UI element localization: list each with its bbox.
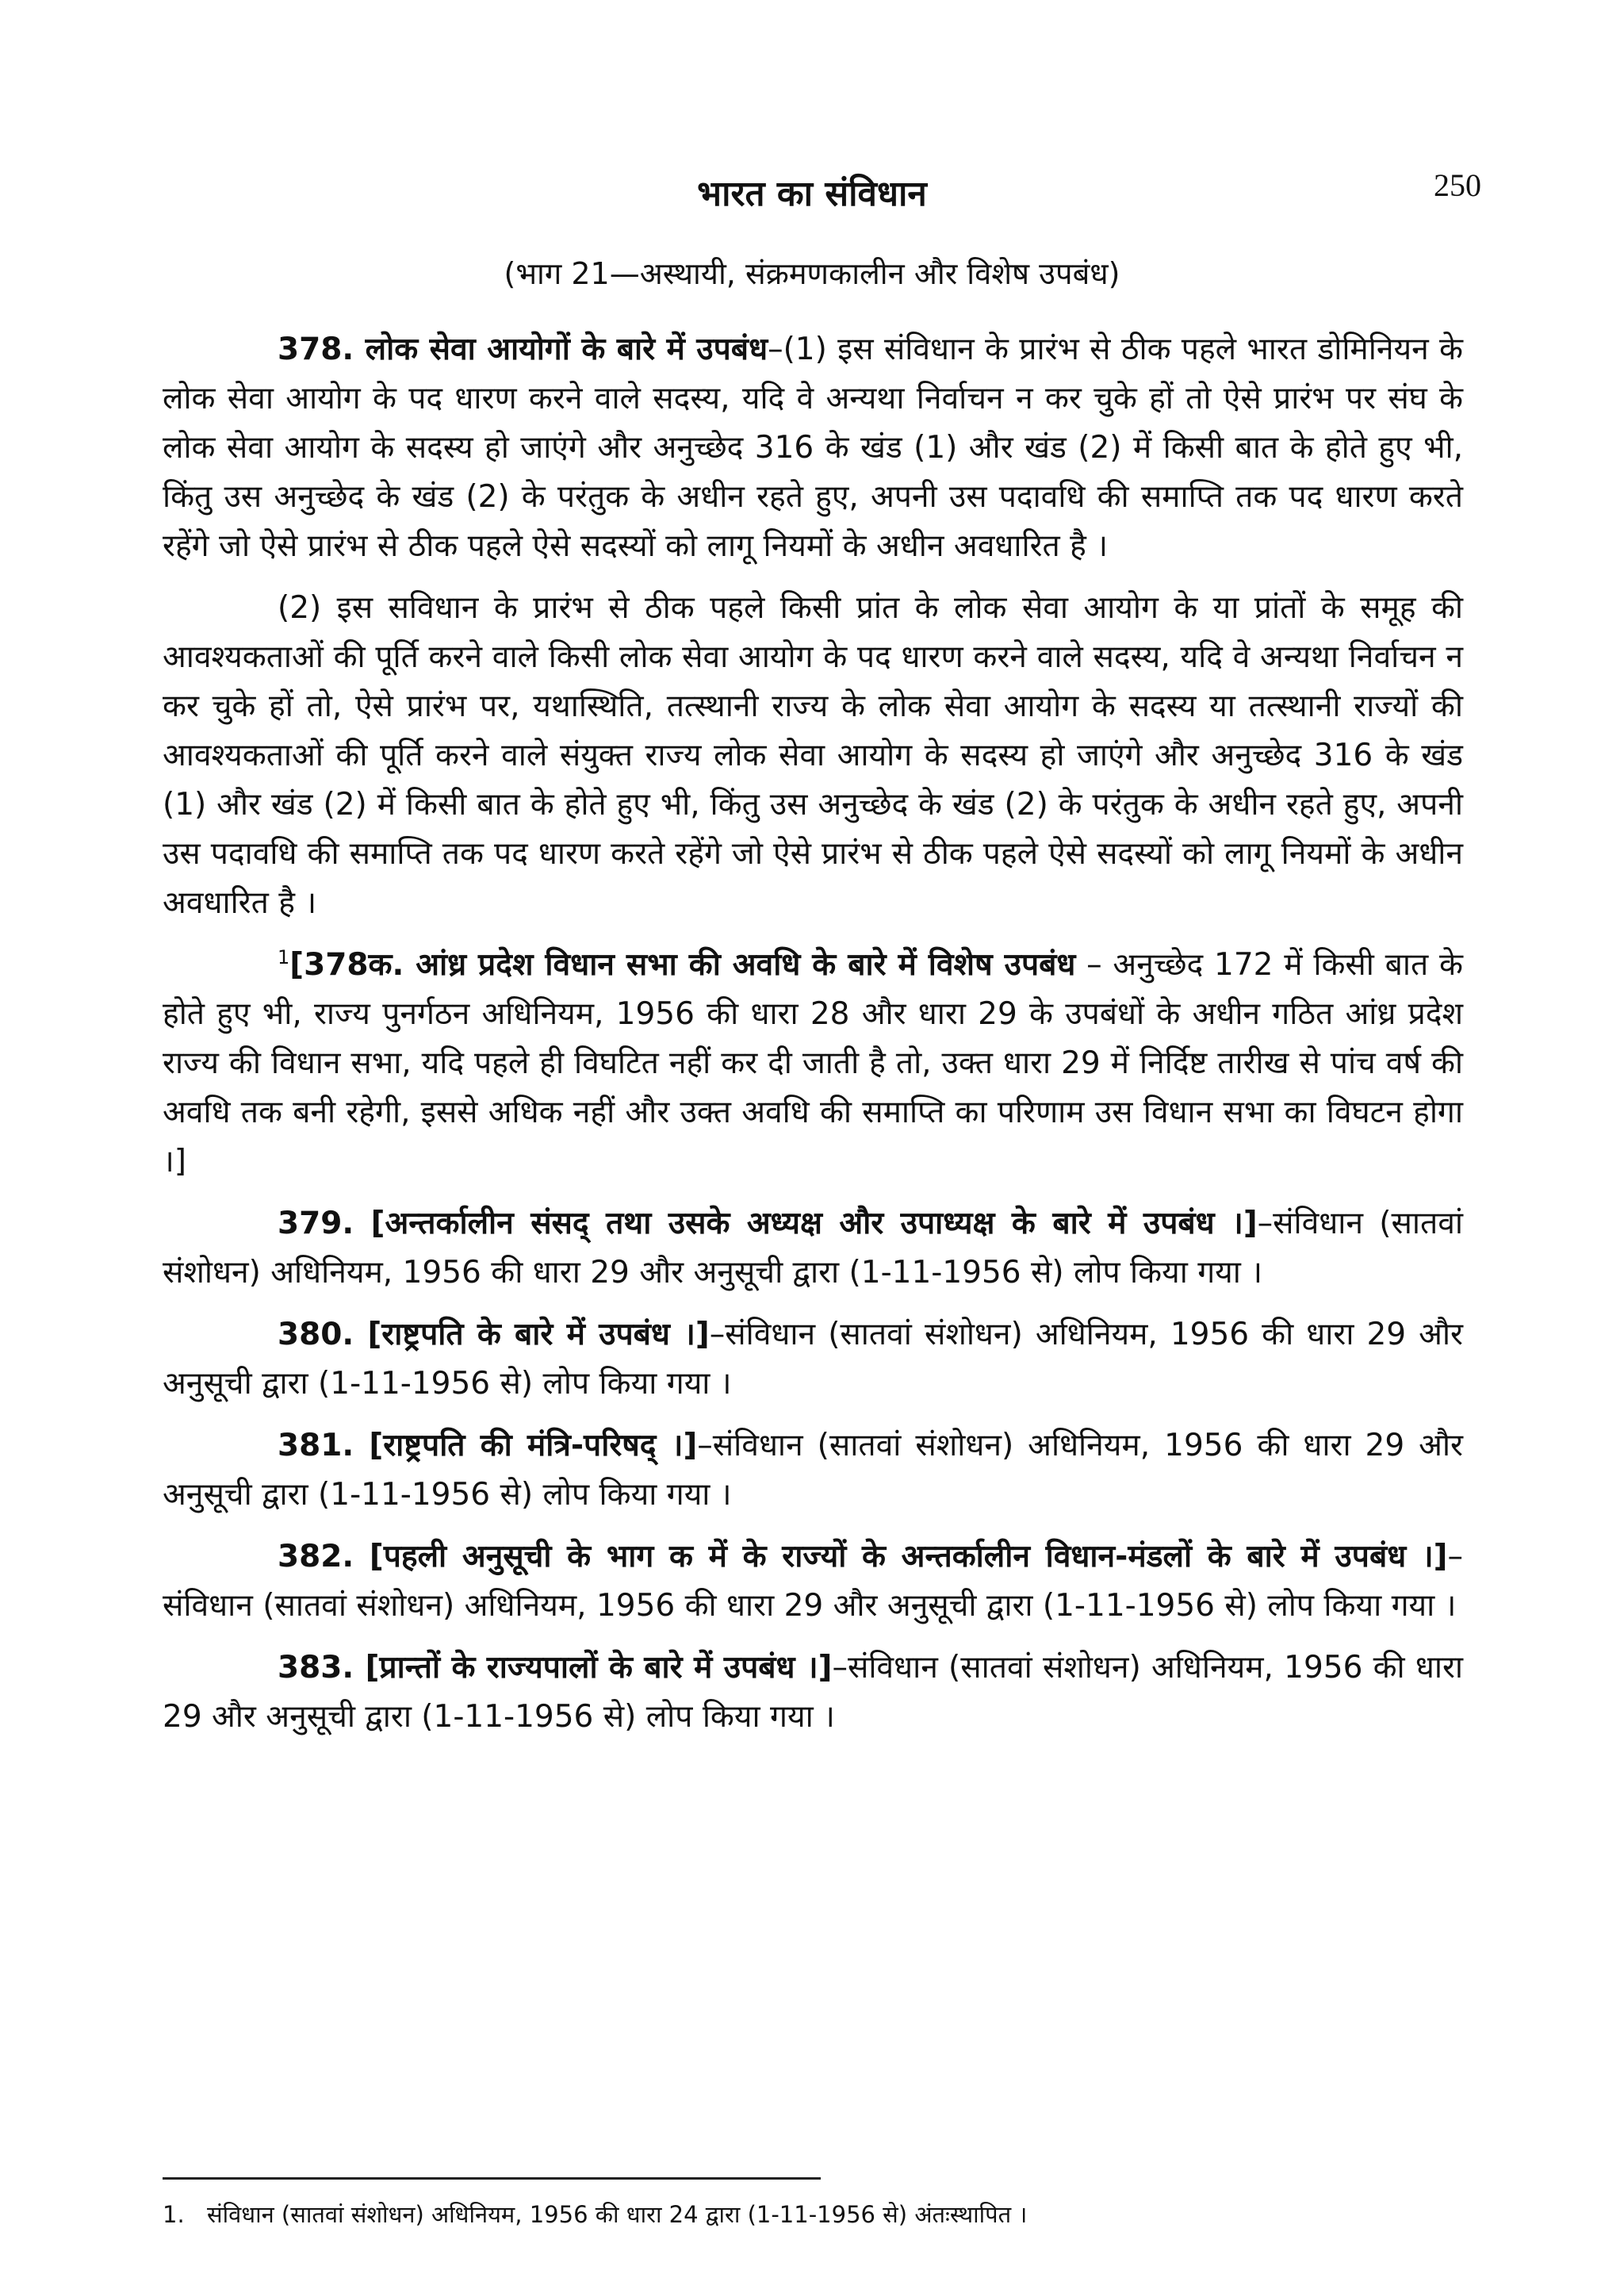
document-body [163, 325, 1463, 1754]
article-text: –संविधान (सातवां संशोधन) अधिनियम, 1956 की धारा 29 और अनुसूची द्वारा (1-11-1956 से) लोप किया गया । [163, 1428, 1464, 1513]
article-text: –(1) इस संविधान के प्रारंभ से ठीक पहले भारत डोमिनियन के लोक सेवा आयोग के पद धारण करने वाले सदस्य, यदि वे अन्यथा निर्वाचन न कर चुके हों तो ऐसे प्रारंभ पर संघ के लोक सेवा आयोग के सदस्य हो जाएंगे और अनुच्छेद 316 के खंड (1) और खंड (2) में किसी बात के होते हुए भी, किंतु उस अनुच्छेद के खंड (2) के परंतुक के अधीन रहते हुए, अपनी उस पदावधि की समाप्ति तक पद धारण करते रहेंगे जो ऐसे प्रारंभ से ठीक पहले ऐसे सदस्यों को लागू नियमों के अधीन अवधारित है । [163, 332, 1463, 564]
document-title: भारत का संविधान [697, 174, 927, 214]
article-378-clause-2 [163, 584, 1463, 928]
article-heading: 383. [प्रान्तों के राज्यपालों के बारे में उपबंध ।] [278, 1650, 833, 1685]
article-heading: 382. [पहली अनुसूची के भाग क में के राज्यों के अन्तर्कालीन विधान-मंडलों के बारे में उपबंध ।] [278, 1539, 1448, 1574]
footnote-divider [163, 2177, 821, 2180]
article-heading: 381. [राष्ट्रपति की मंत्रि-परिषद् ।] [278, 1428, 698, 1463]
article-378a [163, 941, 1463, 1187]
article-381 [163, 1421, 1463, 1520]
footnote-text: संविधान (सातवां संशोधन) अधिनियम, 1956 की धारा 24 द्वारा (1-11-1956 से) अंतःस्थापित । [207, 2201, 1028, 2228]
article-heading: [378क. आंध्र प्रदेश विधान सभा की अवधि के बारे में विशेष उपबंध [289, 947, 1076, 983]
article-heading: 378. लोक सेवा आयोगों के बारे में उपबंध [278, 332, 768, 367]
article-383 [163, 1643, 1463, 1742]
article-text: –संविधान (सातवां संशोधन) अधिनियम, 1956 की धारा 29 और अनुसूची द्वारा (1-11-1956 से) लोप किया गया । [163, 1317, 1463, 1402]
footnote [163, 2199, 1463, 2230]
article-379 [163, 1199, 1463, 1298]
article-378-clause-1 [163, 325, 1463, 571]
article-text: –संविधान (सातवां संशोधन) अधिनियम, 1956 की धारा 29 और अनुसूची द्वारा (1-11-1956 से) लोप किया गया । [163, 1650, 1464, 1735]
article-380 [163, 1310, 1463, 1409]
article-heading: 379. [अन्तर्कालीन संसद् तथा उसके अध्यक्ष और उपाध्यक्ष के बारे में उपबंध ।] [278, 1206, 1258, 1241]
article-text: –संविधान (सातवां संशोधन) अधिनियम, 1956 की धारा 29 और अनुसूची द्वारा (1-11-1956 से) लोप किया गया । [163, 1539, 1463, 1624]
article-text: – अनुच्छेद 172 में किसी बात के होते हुए भी, राज्य पुनर्गठन अधिनियम, 1956 की धारा 28 और धारा 29 के उपबंधों के अधीन गठित आंध्र प्रदेश राज्य की विधान सभा, यदि पहले ही विघटित नहीं कर दी जाती है तो, उक्त धारा 29 में निर्दिष्ट तारीख से पांच वर्ष की अवधि तक बनी रहेगी, इससे अधिक नहीं और उक्त अवधि की समाप्ति का परिणाम उस विधान सभा का विघटन होगा ।] [163, 947, 1463, 1179]
article-text: –संविधान (सातवां संशोधन) अधिनियम, 1956 की धारा 29 और अनुसूची द्वारा (1-11-1956 से) लोप किया गया । [163, 1206, 1463, 1290]
footnote-marker: 1. [163, 2201, 185, 2228]
part-heading: (भाग 21—अस्थायी, संक्रमणकालीन और विशेष उपबंध) [504, 256, 1120, 291]
page-number: 250 [1434, 167, 1481, 203]
article-text: (2) इस सविधान के प्रारंभ से ठीक पहले किसी प्रांत के लोक सेवा आयोग के या प्रांतों के समूह की आवश्यकताओं की पूर्ति करने वाले किसी लोक सेवा आयोग के पद धारण करने वाले सदस्य, यदि वे अन्यथा निर्वाचन न कर चुके हों तो, ऐसे प्रारंभ पर, यथास्थिति, तत्स्थानी राज्य के लोक सेवा आयोग के सदस्य या तत्स्थानी राज्यों की आवश्यकताओं की पूर्ति करने वाले संयुक्त राज्य लोक सेवा आयोग के सदस्य हो जाएंगे और अनुच्छेद 316 के खंड (1) और खंड (2) में किसी बात के होते हुए भी, किंतु उस अनुच्छेद के खंड (2) के परंतुक के अधीन रहते हुए, अपनी उस पदावधि की समाप्ति तक पद धारण करते रहेंगे जो ऐसे प्रारंभ से ठीक पहले ऐसे सदस्यों को लागू नियमों के अधीन अवधारित है । [163, 590, 1463, 921]
article-heading: 380. [राष्ट्रपति के बारे में उपबंध ।] [278, 1317, 710, 1352]
article-382 [163, 1532, 1463, 1631]
footnote-reference: 1 [278, 946, 290, 968]
